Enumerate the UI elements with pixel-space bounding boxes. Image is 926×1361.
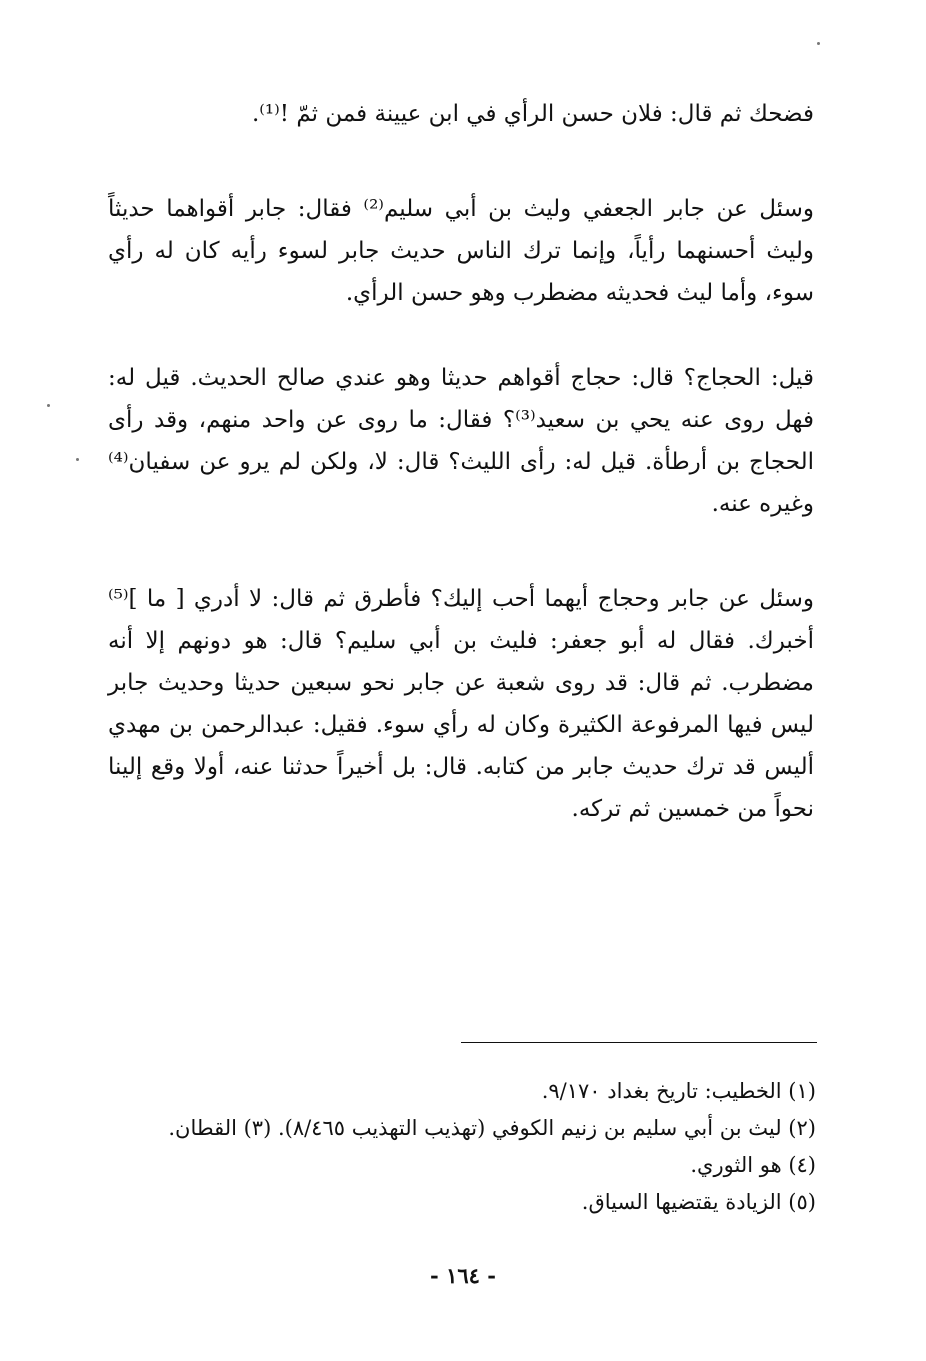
page-number: - ١٦٤ - (430, 1263, 496, 1288)
scan-speck (817, 42, 820, 45)
footnote-4: (٤) هو الثوري. (690, 1153, 816, 1177)
paragraph-4: وسئل عن جابر وحجاج أيهما أحب إليك؟ فأطرق ثم قال: لا أدري [ ما ]⁽⁵⁾ أخبرك. فقال له أبو جعفر: فليث بن أبي سليم؟ قال: هو دونهم إلا أنه مضطرب. ثم قال: قد روى شعبة عن جابر نحو سبعين حديثا وحديث جابر ليس فيها المرفوعة الكثيرة وكان له رأي سوء. فقيل: عبدالرحمن بن مهدي أليس قد ترك حديث جابر من كتابه. قال: بل أخيراً حدثنا عنه، أولا وقع إلينا نحواً من خمسين ثم تركه. (108, 586, 814, 822)
scan-speck (76, 458, 79, 461)
footnote-1: (١) الخطيب: تاريخ بغداد ٩/١٧٠. (541, 1079, 816, 1103)
scan-speck (47, 404, 50, 407)
paragraph-1: فضحك ثم قال: فلان حسن الرأي في ابن عيينة فمن ثمّ !⁽¹⁾. (251, 101, 814, 127)
footnote-5: (٥) الزيادة يقتضيها السياق. (581, 1190, 816, 1214)
footnotes (106, 1073, 816, 1221)
paragraph-3: قيل: الحجاج؟ قال: حجاج أقواهم حديثا وهو عندي صالح الحديث. قيل له: فهل روى عنه يحي بن سعيد⁽³⁾؟ فقال: ما روى عن واحد منهم، وقد رأى الحجاج بن أرطأة. قيل له: رأى الليث؟ قال: لا، ولكن لم يرو عن سفيان⁽⁴⁾ وغيره عنه. (108, 365, 814, 517)
footnote-separator (461, 1042, 817, 1043)
footnote-2-3: (٢) ليث بن أبي سليم بن زنيم الكوفي (تهذيب التهذيب ٨/٤٦٥). (٣) القطان. (168, 1116, 816, 1140)
paragraph-2: وسئل عن جابر الجعفي وليث بن أبي سليم⁽²⁾ فقال: جابر أقواهما حديثاً وليث أحسنهما رأياً، وإنما ترك الناس حديث جابر لسوء رأيه كان له رأي سوء، وأما ليث فحديثه مضطرب وهو حسن الرأي. (108, 196, 814, 306)
